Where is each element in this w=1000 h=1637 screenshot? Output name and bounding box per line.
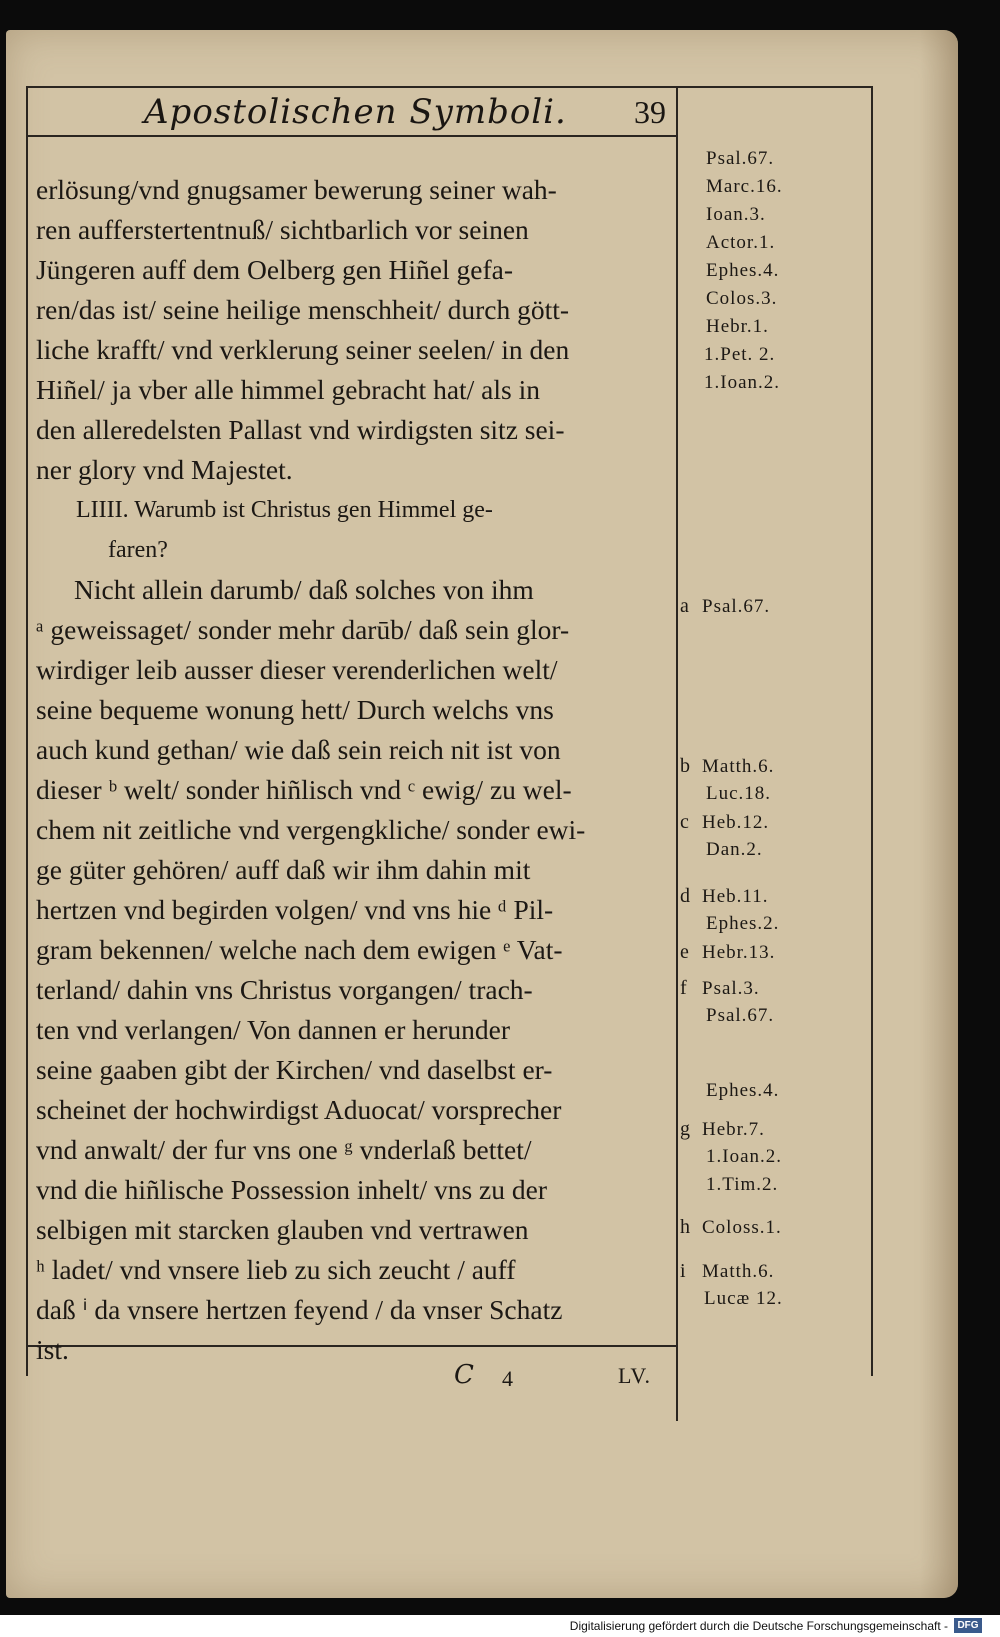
- note-citation: Hebr.7.: [702, 1119, 765, 1140]
- signature-mark: C: [454, 1360, 474, 1390]
- note-key: f: [680, 977, 688, 999]
- margin-reference: [706, 176, 783, 198]
- note-citation: Lucæ 12.: [704, 1288, 783, 1309]
- note-key: a: [680, 595, 690, 617]
- text-line: Jüngeren auff dem Oelberg gen Hiñel gefa-: [36, 254, 513, 285]
- text-line: den alleredelsten Pallast vnd wirdigsten sitz sei-: [36, 414, 565, 445]
- page-edge-shading: [920, 30, 958, 1598]
- text-line: Hiñel/ ja vber alle himmel gebracht hat/ als in: [36, 374, 540, 405]
- note-citation: 1.Pet. 2.: [704, 344, 776, 365]
- answer-line: seine gaaben gibt der Kirchen/ vnd daselbst er-: [36, 1054, 553, 1085]
- note-citation: Coloss.1.: [702, 1217, 782, 1238]
- margin-reference: [706, 1174, 778, 1196]
- answer-line: vnd anwalt/ der fur vns one ᵍ vnderlaß bettet/: [36, 1134, 532, 1165]
- margin-reference: [706, 316, 769, 338]
- frame-left-rule: [26, 86, 28, 1376]
- text-line: ner glory vnd Majestet.: [36, 454, 293, 485]
- note-citation: Psal.67.: [706, 148, 775, 169]
- answer-line: ʰ ladet/ vnd vnsere lieb zu sich zeucht / auff: [36, 1254, 516, 1285]
- note-citation: Hebr.13.: [702, 942, 776, 963]
- answer-line: vnd die hiñlische Possession inhelt/ vns zu der: [36, 1174, 547, 1205]
- answer-line: hertzen vnd begirden volgen/ vnd vns hie ᵈ Pil-: [36, 894, 554, 925]
- margin-reference: [680, 1216, 782, 1239]
- margin-reference: [704, 372, 780, 394]
- answer-line: Nicht allein darumb/ daß solches von ihm: [74, 574, 534, 605]
- answer-line: dieser ᵇ welt/ sonder hiñlisch vnd ᶜ ewig/ zu wel-: [36, 774, 572, 805]
- running-head: Apostolischen Symboli.: [144, 92, 567, 132]
- answer-line: ist.: [36, 1334, 69, 1365]
- main-text-block: [36, 170, 676, 1370]
- note-citation: 1.Ioan.2.: [706, 1146, 783, 1167]
- note-key: i: [680, 1260, 687, 1282]
- note-citation: Dan.2.: [706, 839, 763, 860]
- note-citation: 1.Tim.2.: [706, 1174, 779, 1195]
- note-key: d: [680, 885, 691, 907]
- note-key: h: [680, 1216, 691, 1238]
- note-citation: Matth.6.: [702, 756, 775, 777]
- text-line: erlösung/vnd gnugsamer bewerung seiner wah-: [36, 174, 557, 205]
- note-citation: Psal.3.: [702, 978, 760, 999]
- margin-reference: [706, 204, 766, 226]
- header-rule: [26, 135, 678, 137]
- margin-reference: [706, 260, 779, 282]
- text-line: ren/das ist/ seine heilige menschheit/ durch gött-: [36, 294, 570, 325]
- margin-reference: [706, 839, 763, 861]
- margin-reference: [680, 885, 768, 908]
- answer-line: seine bequeme wonung hett/ Durch welchs vns: [36, 694, 554, 725]
- answer-line: chem nit zeitliche vnd vergengkliche/ sonder ewi-: [36, 814, 586, 845]
- answer-line: ᵃ geweissaget/ sonder mehr darūb/ daß sein glor-: [36, 614, 570, 645]
- margin-reference: [680, 811, 769, 834]
- note-citation: Ephes.4.: [706, 260, 780, 281]
- signature-number: 4: [502, 1366, 513, 1391]
- answer-line: wirdiger leib ausser dieser verenderlichen welt/: [36, 654, 558, 685]
- margin-reference: [706, 1080, 779, 1102]
- margin-reference: [706, 288, 777, 310]
- margin-reference: [680, 755, 774, 778]
- answer-line: auch kund gethan/ wie daß sein reich nit ist von: [36, 734, 561, 765]
- note-citation: Colos.3.: [706, 288, 778, 309]
- note-citation: Matth.6.: [702, 1261, 775, 1282]
- note-citation: Ephes.2.: [706, 913, 780, 934]
- note-citation: 1.Ioan.2.: [704, 372, 781, 393]
- margin-reference: [706, 1005, 774, 1027]
- note-citation: Ioan.3.: [706, 204, 766, 225]
- note-citation: Ephes.4.: [706, 1080, 780, 1101]
- text-line: liche krafft/ vnd verklerung seiner seelen/ in den: [36, 334, 570, 365]
- answer-line: ge güter gehören/ auff daß wir ihm dahin mit: [36, 854, 531, 885]
- margin-reference: [680, 595, 770, 618]
- margin-reference: [706, 913, 779, 935]
- margin-reference: [706, 1146, 782, 1168]
- margin-reference: [706, 783, 771, 805]
- answer-line: daß ⁱ da vnsere hertzen feyend / da vnser Schatz: [36, 1294, 563, 1325]
- page-number: 39: [634, 94, 666, 130]
- note-key: e: [680, 941, 690, 963]
- answer-line: gram bekennen/ welche nach dem ewigen ᵉ Vat-: [36, 934, 563, 965]
- margin-reference: [706, 148, 774, 170]
- note-citation: Heb.11.: [702, 886, 769, 907]
- note-citation: Psal.67.: [706, 1005, 775, 1026]
- answer-line: terland/ dahin vns Christus vorgangen/ trach-: [36, 974, 533, 1005]
- margin-reference: [680, 1118, 765, 1141]
- text-line: ren aufferstertentnuß/ sichtbarlich vor seinen: [36, 214, 529, 245]
- note-citation: Marc.16.: [706, 176, 783, 197]
- margin-reference: [704, 1288, 783, 1310]
- note-citation: Heb.12.: [702, 812, 770, 833]
- frame-right-rule: [871, 86, 873, 1376]
- note-key: g: [680, 1118, 691, 1140]
- note-citation: Hebr.1.: [706, 316, 769, 337]
- question-heading: LIIII. Warumb ist Christus gen Himmel ge-: [76, 497, 493, 523]
- margin-reference: [706, 232, 775, 254]
- answer-line: ten vnd verlangen/ Von dannen er herunder: [36, 1014, 510, 1045]
- margin-reference: [680, 1260, 774, 1283]
- funding-notice: Digitalisierung gefördert durch die Deutsche Forschungsgemeinschaft -: [569, 1619, 948, 1633]
- note-citation: Luc.18.: [706, 783, 772, 804]
- answer-line: scheinet der hochwirdigst Aduocat/ vorsprecher: [36, 1094, 562, 1125]
- answer-line: selbigen mit starcken glauben vnd vertrawen: [36, 1214, 529, 1245]
- question-heading-continued: faren?: [108, 537, 168, 563]
- book-page: [6, 30, 958, 1598]
- margin-reference: [680, 941, 775, 964]
- note-key: b: [680, 755, 691, 777]
- note-key: c: [680, 811, 690, 833]
- note-citation: Actor.1.: [706, 232, 776, 253]
- margin-reference: [704, 344, 775, 366]
- note-citation: Psal.67.: [702, 596, 771, 617]
- marginal-references: [678, 30, 868, 1430]
- catchword: LV.: [618, 1363, 651, 1388]
- dfg-logo: DFG: [954, 1618, 982, 1633]
- margin-reference: [680, 977, 760, 1000]
